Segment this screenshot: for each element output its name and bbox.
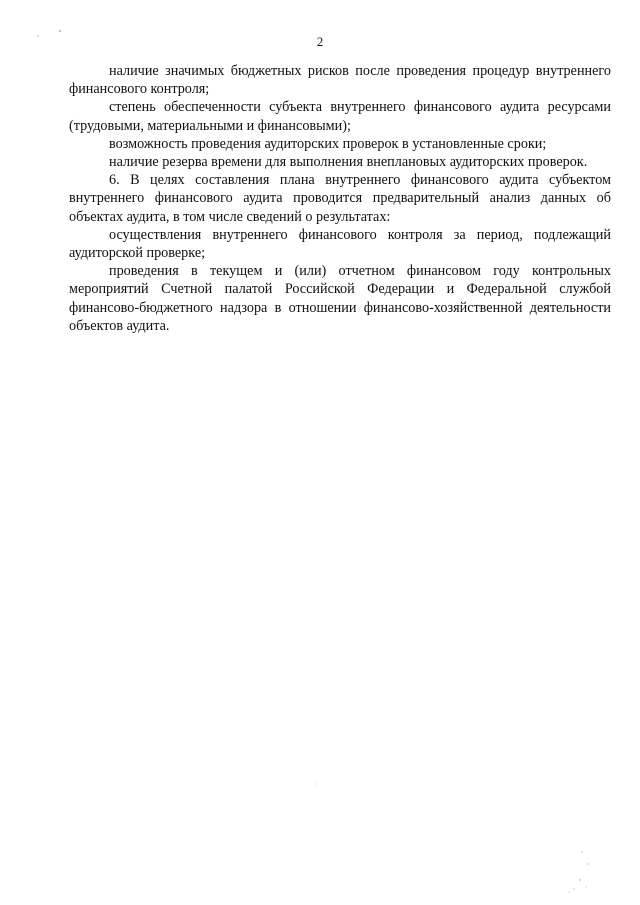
paragraph-time-reserve: наличие резерва времени для выполнения внеплановых аудиторских проверок. — [109, 154, 588, 171]
paragraph-control-activities: проведения в текущем и (или) отчетном финансовом году контрольных мероприятий Счетной палатой Российской Федерации и Федеральной службой финансово-бюджетного надзора в отношении финансово-хозяйственной деятельности объектов аудита. — [69, 263, 611, 334]
paragraph-item-6: 6. В целях составления плана внутреннего финансового аудита субъектом внутреннего финансового аудита проводится предварительный анализ данных об объектах аудита, в том числе сведений о результатах: — [69, 172, 611, 225]
paragraph-budget-risks: наличие значимых бюджетных рисков после проведения процедур внутреннего финансового контроля; — [69, 63, 611, 98]
page-number: 2 — [316, 34, 324, 49]
paragraph-audit-timing: возможность проведения аудиторских проверок в установленные сроки; — [109, 135, 547, 152]
paragraph-internal-control-results: осуществления внутреннего финансового контроля за период, подлежащий аудиторской проверке; — [69, 226, 611, 262]
paragraph-resource-provision: степень обеспеченности субъекта внутреннего финансового аудита ресурсами (трудовыми, материальными и финансовыми); — [69, 99, 611, 134]
document-body — [69, 62, 611, 335]
